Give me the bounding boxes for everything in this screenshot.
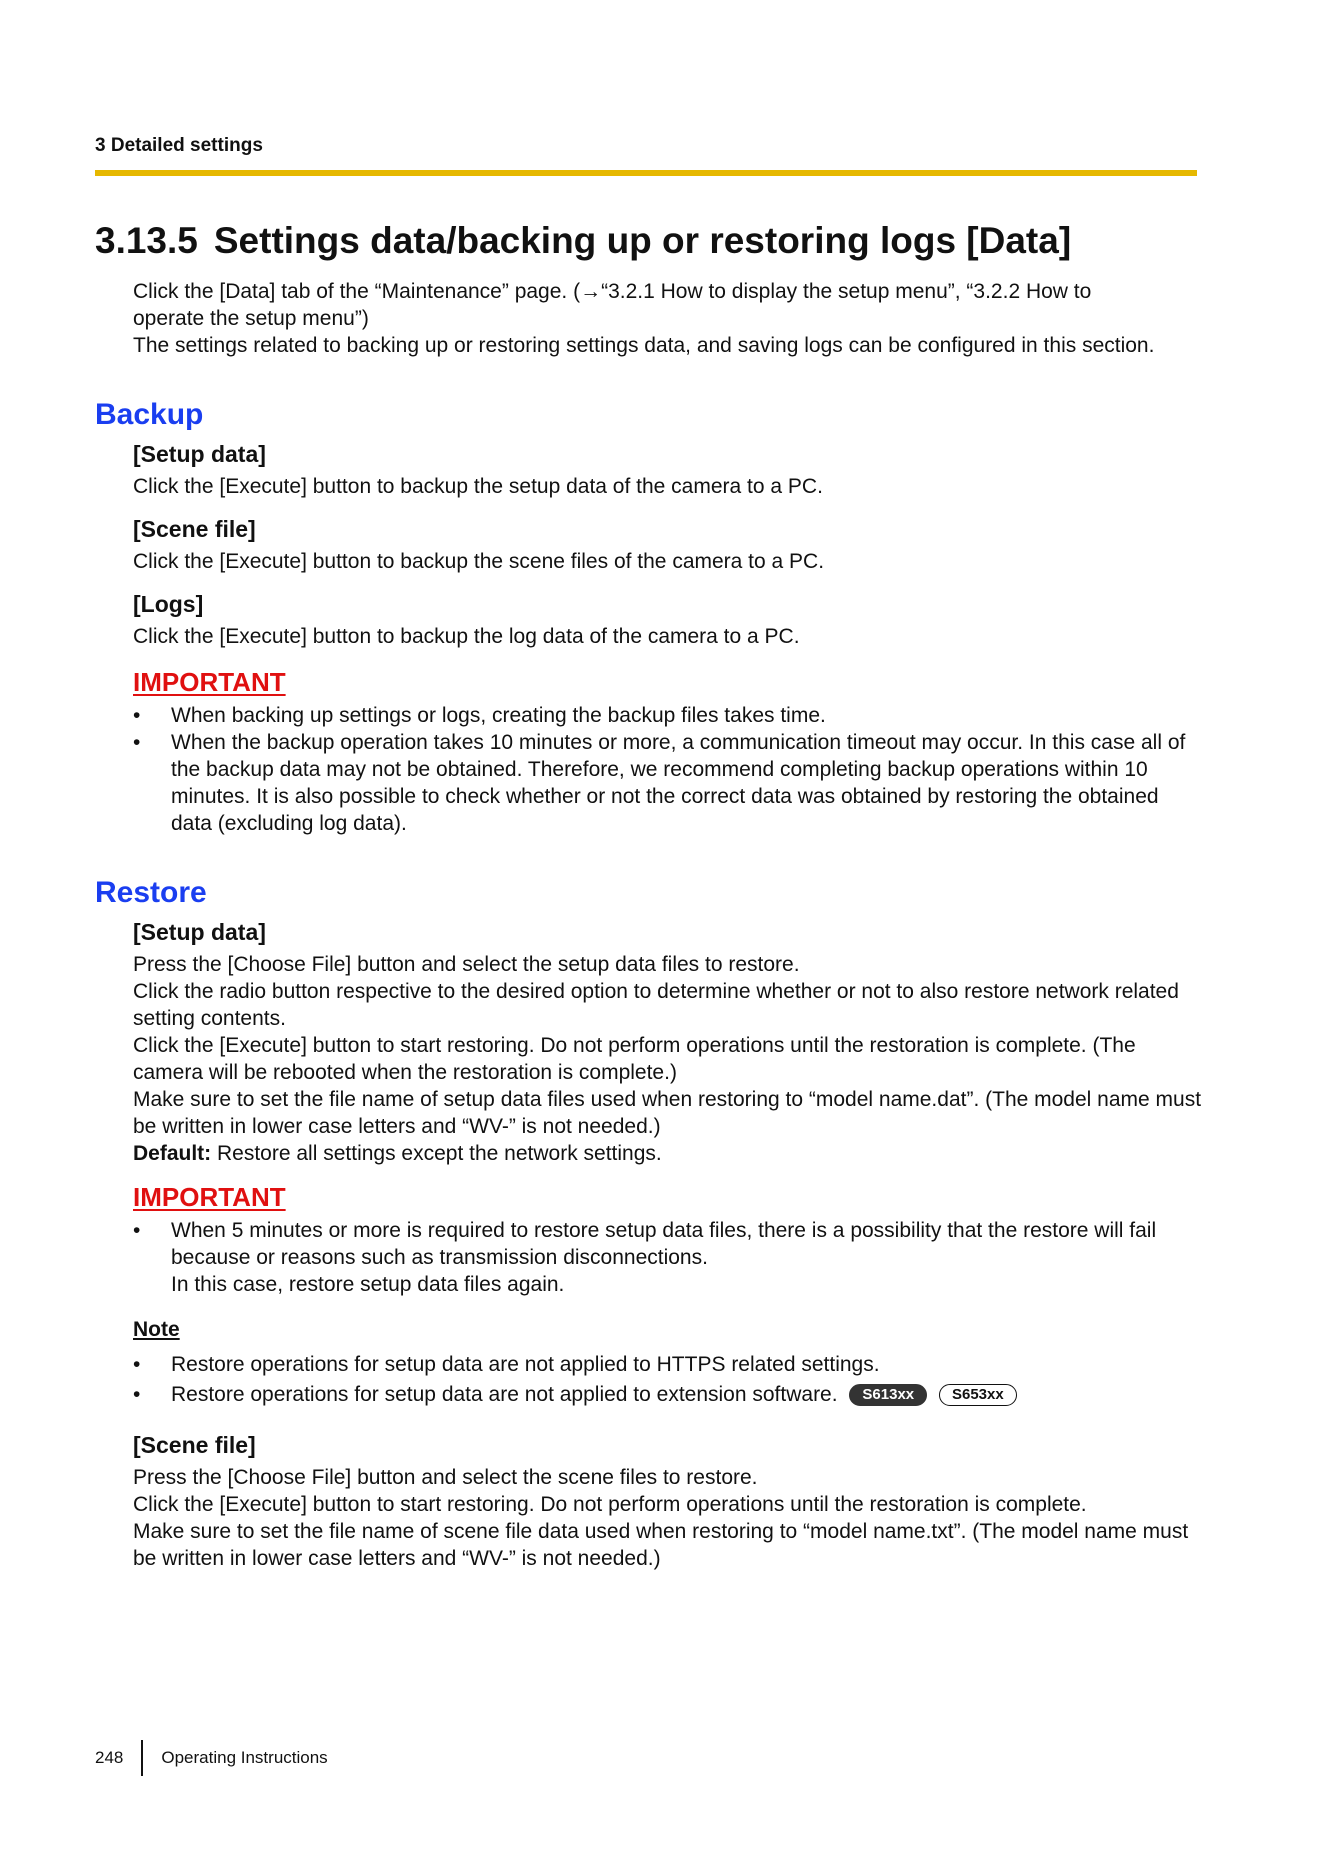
restore-important-label: IMPORTANT: [133, 1182, 286, 1212]
bullet-icon: •: [133, 1219, 141, 1242]
note-label: Note: [133, 1318, 180, 1341]
restore-setup-line: Make sure to set the file name of setup data files used when restoring to “model name.dat”. (The model name must be written in lower case letters and “WV-” is not needed.): [133, 1088, 1202, 1138]
restore-default-line: [133, 1140, 1205, 1167]
restore-scene-line: Click the [Execute] button to start restoring. Do not perform operations until the restoration is complete.: [133, 1493, 1087, 1516]
intro-line: The settings related to backing up or restoring settings data, and saving logs can be configured in this section.: [133, 334, 1155, 357]
restore-scene-file-heading: [Scene file]: [133, 1432, 256, 1458]
list-item: • When 5 minutes or more is required to restore setup data files, there is a possibility that the restore will fail because or reasons such as transmission disconnections. In this case, restore setup data files again.: [133, 1219, 1157, 1296]
list-item: • Restore operations for setup data are not applied to extension software. S613xx S653xx: [133, 1381, 1205, 1408]
backup-logs-heading: [Logs]: [133, 591, 204, 617]
backup-setup-data-text: Click the [Execute] button to backup the setup data of the camera to a PC.: [133, 475, 823, 498]
backup-important-list: [133, 702, 1205, 837]
backup-scene-file-text: Click the [Execute] button to backup the scene files of the camera to a PC.: [133, 550, 825, 573]
restore-important-list: [133, 1217, 1205, 1298]
bullet-icon: •: [133, 704, 141, 727]
backup-logs-text: Click the [Execute] button to backup the log data of the camera to a PC.: [133, 625, 800, 648]
restore-scene-line: Press the [Choose File] button and select the scene files to restore.: [133, 1466, 758, 1489]
footer-divider: [141, 1740, 143, 1776]
default-value: Restore all settings except the network settings.: [211, 1142, 662, 1165]
model-badge: S613xx: [849, 1384, 927, 1406]
intro-line: Click the [Data] tab of the “Maintenance” page. (→“3.2.1 How to display the setup menu”, “3.2.2 How to: [133, 280, 1092, 303]
list-item: • When the backup operation takes 10 minutes or more, a communication timeout may occur. In this case all of the backup data may not be obtained. Therefore, we recommend completing backup operations within 10 minutes. It is also possible to check whether or not the correct data was obtained by restoring the obtained data (excluding log data).: [133, 731, 1186, 835]
restore-scene-line: Make sure to set the file name of scene file data used when restoring to “model name.txt”. (The model name must be written in lower case letters and “WV-” is not needed.): [133, 1520, 1189, 1570]
default-label: Default:: [133, 1142, 212, 1165]
header-rule: [95, 170, 1197, 176]
list-item: • When backing up settings or logs, creating the backup files takes time.: [133, 704, 826, 727]
section-intro: [133, 278, 1205, 359]
page-footer: [95, 1740, 328, 1776]
note-list: [133, 1351, 1205, 1408]
document-title: Operating Instructions: [161, 1748, 328, 1767]
page-number: 248: [95, 1748, 124, 1767]
intro-line: operate the setup menu”): [133, 307, 369, 330]
page-content: [95, 278, 1205, 1572]
section-number: 3.13.5: [95, 220, 198, 261]
bullet-icon: •: [133, 1353, 141, 1376]
restore-setup-data-heading: [Setup data]: [133, 919, 266, 945]
section-title-text: Settings data/backing up or restoring logs [Data]: [213, 220, 1072, 261]
bullet-icon: •: [133, 1383, 141, 1406]
backup-setup-data-heading: [Setup data]: [133, 441, 266, 467]
restore-setup-line: Press the [Choose File] button and select the setup data files to restore.: [133, 953, 800, 976]
restore-heading: Restore: [95, 876, 207, 909]
model-badge: S653xx: [939, 1384, 1017, 1406]
section-title: [95, 220, 1071, 262]
running-header: 3 Detailed settings: [95, 135, 263, 156]
backup-important-label: IMPORTANT: [133, 667, 286, 697]
restore-setup-line: Click the radio button respective to the desired option to determine whether or not to also restore network related setting contents.: [133, 980, 1179, 1030]
list-item: • Restore operations for setup data are not applied to HTTPS related settings.: [133, 1353, 880, 1376]
backup-scene-file-heading: [Scene file]: [133, 516, 256, 542]
bullet-icon: •: [133, 731, 141, 754]
backup-heading: Backup: [95, 398, 204, 431]
restore-setup-line: Click the [Execute] button to start restoring. Do not perform operations until the restoration is complete. (The camera will be rebooted when the restoration is complete.): [133, 1034, 1136, 1084]
